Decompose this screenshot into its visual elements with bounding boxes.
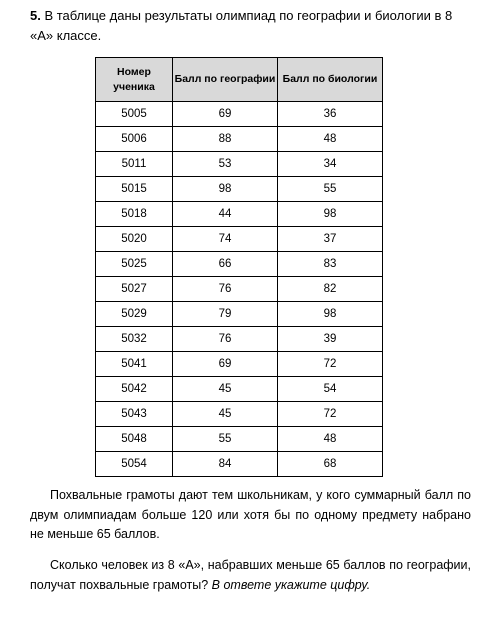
cell-student-number: 5018 (96, 202, 173, 227)
cell-student-number: 5042 (96, 377, 173, 402)
award-condition-paragraph: Похвальные грамоты дают тем школьникам, у кого суммарный балл по двум олимпиадам больше 120 или хотя бы по одному предмету набрано не меньше 65 баллов. (30, 488, 471, 541)
cell-geography-score: 45 (173, 402, 278, 427)
table-row (96, 127, 383, 152)
table-row (96, 252, 383, 277)
table-row (96, 177, 383, 202)
cell-student-number: 5006 (96, 127, 173, 152)
cell-student-number: 5015 (96, 177, 173, 202)
results-table (95, 57, 383, 477)
table-row (96, 452, 383, 477)
table-row (96, 102, 383, 127)
header-student-number: Номер ученика (96, 58, 173, 102)
cell-geography-score: 98 (173, 177, 278, 202)
cell-geography-score: 55 (173, 427, 278, 452)
table-row (96, 227, 383, 252)
cell-geography-score: 84 (173, 452, 278, 477)
cell-student-number: 5029 (96, 302, 173, 327)
header-biology-score: Балл по биологии (278, 58, 383, 102)
cell-geography-score: 66 (173, 252, 278, 277)
task-intro (30, 6, 470, 46)
task-intro-text: В таблице даны результаты олимпиад по географии и биологии в 8 «А» классе. (30, 8, 453, 43)
cell-geography-score: 45 (173, 377, 278, 402)
table-row (96, 352, 383, 377)
cell-biology-score: 98 (278, 302, 383, 327)
cell-geography-score: 74 (173, 227, 278, 252)
cell-biology-score: 72 (278, 402, 383, 427)
table-header-row (96, 58, 383, 102)
cell-geography-score: 53 (173, 152, 278, 177)
cell-biology-score: 48 (278, 427, 383, 452)
cell-biology-score: 72 (278, 352, 383, 377)
cell-student-number: 5005 (96, 102, 173, 127)
cell-geography-score: 69 (173, 352, 278, 377)
cell-biology-score: 37 (278, 227, 383, 252)
cell-student-number: 5048 (96, 427, 173, 452)
table-row (96, 302, 383, 327)
cell-student-number: 5032 (96, 327, 173, 352)
cell-geography-score: 79 (173, 302, 278, 327)
question-paragraph (30, 556, 471, 595)
cell-biology-score: 55 (278, 177, 383, 202)
header-geography-score: Балл по географии (173, 58, 278, 102)
table-body (96, 102, 383, 477)
cell-biology-score: 48 (278, 127, 383, 152)
cell-student-number: 5043 (96, 402, 173, 427)
cell-biology-score: 98 (278, 202, 383, 227)
cell-biology-score: 68 (278, 452, 383, 477)
table-row (96, 427, 383, 452)
cell-geography-score: 76 (173, 277, 278, 302)
cell-biology-score: 54 (278, 377, 383, 402)
cell-biology-score: 83 (278, 252, 383, 277)
cell-geography-score: 88 (173, 127, 278, 152)
cell-student-number: 5011 (96, 152, 173, 177)
table-row (96, 277, 383, 302)
table-row (96, 402, 383, 427)
table-row (96, 202, 383, 227)
answer-hint: В ответе укажите цифру. (211, 577, 371, 592)
cell-student-number: 5020 (96, 227, 173, 252)
cell-geography-score: 76 (173, 327, 278, 352)
table-row (96, 377, 383, 402)
task-number: 5. (30, 8, 41, 23)
cell-geography-score: 44 (173, 202, 278, 227)
cell-biology-score: 34 (278, 152, 383, 177)
cell-student-number: 5025 (96, 252, 173, 277)
cell-student-number: 5054 (96, 452, 173, 477)
cell-biology-score: 82 (278, 277, 383, 302)
table-row (96, 327, 383, 352)
cell-student-number: 5041 (96, 352, 173, 377)
cell-student-number: 5027 (96, 277, 173, 302)
cell-biology-score: 36 (278, 102, 383, 127)
cell-geography-score: 69 (173, 102, 278, 127)
question-text: Сколько человек из 8 «А», набравших меньше 65 баллов по географии, получат похвальные грамоты? (30, 558, 471, 592)
cell-biology-score: 39 (278, 327, 383, 352)
table-row (96, 152, 383, 177)
